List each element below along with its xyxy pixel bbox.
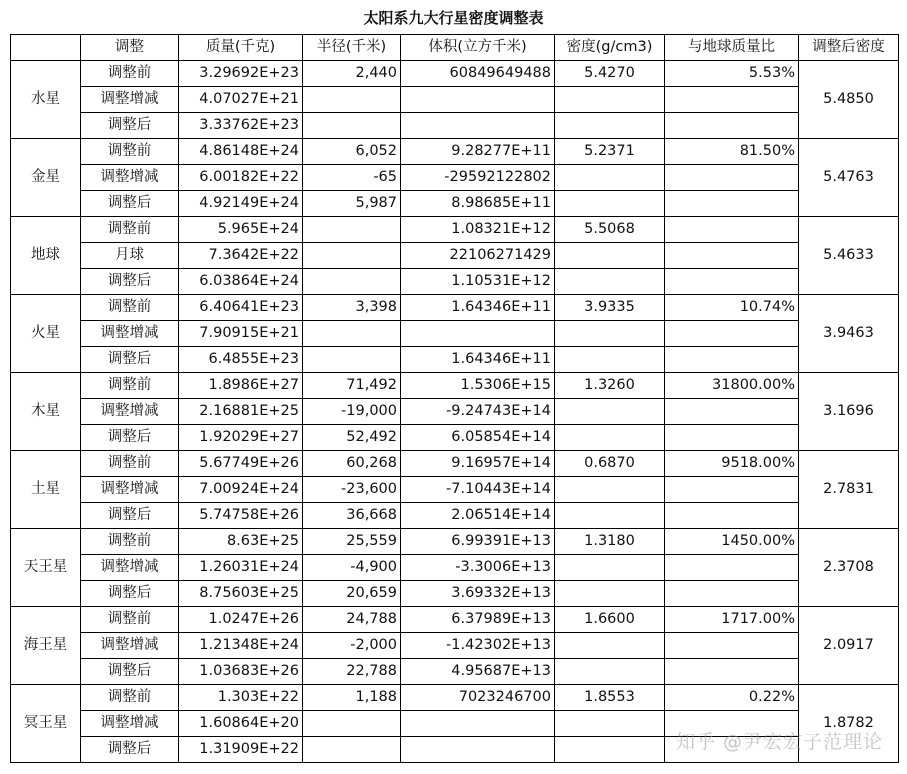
earth-mass-ratio-cell: [665, 581, 799, 607]
adjust-type-cell: 调整后: [81, 659, 179, 685]
radius-cell: [303, 269, 401, 295]
density-cell: [555, 399, 665, 425]
mass-cell: 1.0247E+26: [179, 607, 303, 633]
adjust-type-cell: 调整前: [81, 451, 179, 477]
header-row: [11, 35, 899, 61]
adjust-type-cell: 调整后: [81, 503, 179, 529]
mass-cell: 1.303E+22: [179, 685, 303, 711]
adjust-type-cell: 调整后: [81, 581, 179, 607]
table-row: [11, 607, 899, 633]
mass-cell: 7.90915E+21: [179, 321, 303, 347]
volume-cell: 9.28277E+11: [401, 139, 555, 165]
adjusted-density-cell: 1.8782: [799, 685, 899, 763]
earth-mass-ratio-cell: [665, 503, 799, 529]
planet-name-cell: 海王星: [11, 607, 81, 685]
earth-mass-ratio-cell: [665, 243, 799, 269]
radius-cell: -2,000: [303, 633, 401, 659]
radius-cell: 2,440: [303, 61, 401, 87]
density-cell: 1.6600: [555, 607, 665, 633]
radius-cell: [303, 321, 401, 347]
density-cell: 5.2371: [555, 139, 665, 165]
radius-cell: [303, 113, 401, 139]
volume-cell: 3.69332E+13: [401, 581, 555, 607]
adjusted-density-cell: 3.9463: [799, 295, 899, 373]
table-row: [11, 269, 899, 295]
adjusted-density-cell: 2.3708: [799, 529, 899, 607]
earth-mass-ratio-cell: [665, 269, 799, 295]
table-row: [11, 191, 899, 217]
adjusted-density-cell: 3.1696: [799, 373, 899, 451]
table-row: [11, 685, 899, 711]
density-cell: [555, 87, 665, 113]
header-cell: [11, 35, 81, 61]
density-cell: 1.8553: [555, 685, 665, 711]
volume-cell: 22106271429: [401, 243, 555, 269]
radius-cell: 3,398: [303, 295, 401, 321]
adjusted-density-cell: 5.4763: [799, 139, 899, 217]
volume-cell: 6.99391E+13: [401, 529, 555, 555]
earth-mass-ratio-cell: 81.50%: [665, 139, 799, 165]
radius-cell: [303, 217, 401, 243]
table-row: [11, 529, 899, 555]
table-row: [11, 477, 899, 503]
adjust-type-cell: 调整前: [81, 61, 179, 87]
adjust-type-cell: 调整后: [81, 113, 179, 139]
volume-cell: 2.06514E+14: [401, 503, 555, 529]
mass-cell: 4.86148E+24: [179, 139, 303, 165]
earth-mass-ratio-cell: [665, 477, 799, 503]
earth-mass-ratio-cell: 31800.00%: [665, 373, 799, 399]
volume-cell: 7023246700: [401, 685, 555, 711]
adjusted-density-cell: 5.4633: [799, 217, 899, 295]
adjust-type-cell: 调整增减: [81, 399, 179, 425]
volume-cell: -29592122802: [401, 165, 555, 191]
table-row: [11, 139, 899, 165]
header-cell: 半径(千米): [303, 35, 401, 61]
radius-cell: [303, 737, 401, 763]
volume-cell: -7.10443E+14: [401, 477, 555, 503]
density-cell: [555, 191, 665, 217]
table-row: [11, 555, 899, 581]
earth-mass-ratio-cell: 9518.00%: [665, 451, 799, 477]
table-row: [11, 165, 899, 191]
table-row: [11, 399, 899, 425]
earth-mass-ratio-cell: [665, 659, 799, 685]
earth-mass-ratio-cell: 1450.00%: [665, 529, 799, 555]
adjust-type-cell: 调整前: [81, 607, 179, 633]
earth-mass-ratio-cell: [665, 87, 799, 113]
header-cell: 质量(千克): [179, 35, 303, 61]
adjust-type-cell: 调整前: [81, 295, 179, 321]
planet-name-cell: 土星: [11, 451, 81, 529]
volume-cell: [401, 321, 555, 347]
earth-mass-ratio-cell: [665, 113, 799, 139]
volume-cell: 1.5306E+15: [401, 373, 555, 399]
mass-cell: 7.3642E+22: [179, 243, 303, 269]
radius-cell: 60,268: [303, 451, 401, 477]
density-cell: [555, 711, 665, 737]
planet-name-cell: 地球: [11, 217, 81, 295]
mass-cell: 6.00182E+22: [179, 165, 303, 191]
volume-cell: -3.3006E+13: [401, 555, 555, 581]
mass-cell: 1.92029E+27: [179, 425, 303, 451]
density-cell: [555, 321, 665, 347]
density-cell: [555, 737, 665, 763]
table-row: [11, 425, 899, 451]
adjust-type-cell: 调整增减: [81, 711, 179, 737]
radius-cell: 25,559: [303, 529, 401, 555]
planet-name-cell: 火星: [11, 295, 81, 373]
volume-cell: 60849649488: [401, 61, 555, 87]
adjusted-density-cell: 2.0917: [799, 607, 899, 685]
header-cell: 调整: [81, 35, 179, 61]
volume-cell: 1.10531E+12: [401, 269, 555, 295]
mass-cell: 1.60864E+20: [179, 711, 303, 737]
mass-cell: 2.16881E+25: [179, 399, 303, 425]
density-cell: 5.5068: [555, 217, 665, 243]
watermark: 知乎 @尹宏宏子范理论: [675, 731, 883, 753]
table-row: [11, 633, 899, 659]
mass-cell: 8.63E+25: [179, 529, 303, 555]
earth-mass-ratio-cell: [665, 347, 799, 373]
planet-name-cell: 金星: [11, 139, 81, 217]
adjust-type-cell: 调整后: [81, 737, 179, 763]
mass-cell: 5.67749E+26: [179, 451, 303, 477]
planet-name-cell: 冥王星: [11, 685, 81, 763]
radius-cell: 36,668: [303, 503, 401, 529]
table-row: [11, 581, 899, 607]
adjust-type-cell: 调整前: [81, 139, 179, 165]
table-row: [11, 87, 899, 113]
volume-cell: 1.64346E+11: [401, 347, 555, 373]
adjust-type-cell: 调整前: [81, 529, 179, 555]
mass-cell: 8.75603E+25: [179, 581, 303, 607]
table-row: [11, 451, 899, 477]
density-cell: [555, 633, 665, 659]
radius-cell: 6,052: [303, 139, 401, 165]
mass-cell: 1.31909E+22: [179, 737, 303, 763]
planet-density-table: [10, 34, 899, 763]
earth-mass-ratio-cell: [665, 165, 799, 191]
earth-mass-ratio-cell: 0.22%: [665, 685, 799, 711]
mass-cell: 3.33762E+23: [179, 113, 303, 139]
earth-mass-ratio-cell: [665, 191, 799, 217]
volume-cell: 6.37989E+13: [401, 607, 555, 633]
table-row: [11, 243, 899, 269]
density-cell: [555, 503, 665, 529]
radius-cell: 1,188: [303, 685, 401, 711]
mass-cell: 6.40641E+23: [179, 295, 303, 321]
volume-cell: [401, 711, 555, 737]
volume-cell: [401, 87, 555, 113]
earth-mass-ratio-cell: [665, 217, 799, 243]
mass-cell: 1.03683E+26: [179, 659, 303, 685]
table-row: [11, 61, 899, 87]
volume-cell: 1.64346E+11: [401, 295, 555, 321]
adjust-type-cell: 调整增减: [81, 165, 179, 191]
volume-cell: -1.42302E+13: [401, 633, 555, 659]
table-row: [11, 295, 899, 321]
density-cell: [555, 477, 665, 503]
density-cell: [555, 269, 665, 295]
density-cell: [555, 659, 665, 685]
earth-mass-ratio-cell: [665, 633, 799, 659]
adjust-type-cell: 调整后: [81, 191, 179, 217]
adjust-type-cell: 调整后: [81, 347, 179, 373]
table-row: [11, 503, 899, 529]
radius-cell: 5,987: [303, 191, 401, 217]
adjust-type-cell: 调整增减: [81, 555, 179, 581]
density-cell: [555, 425, 665, 451]
earth-mass-ratio-cell: 5.53%: [665, 61, 799, 87]
volume-cell: 4.95687E+13: [401, 659, 555, 685]
table-row: [11, 373, 899, 399]
table-body: [11, 61, 899, 763]
adjusted-density-cell: 2.7831: [799, 451, 899, 529]
radius-cell: -19,000: [303, 399, 401, 425]
radius-cell: -4,900: [303, 555, 401, 581]
table-row: [11, 659, 899, 685]
density-cell: [555, 165, 665, 191]
earth-mass-ratio-cell: [665, 321, 799, 347]
adjust-type-cell: 调整后: [81, 269, 179, 295]
density-cell: [555, 555, 665, 581]
adjusted-density-cell: 5.4850: [799, 61, 899, 139]
radius-cell: 71,492: [303, 373, 401, 399]
density-cell: 0.6870: [555, 451, 665, 477]
adjust-type-cell: 调整前: [81, 685, 179, 711]
adjust-type-cell: 调整增减: [81, 87, 179, 113]
mass-cell: 5.74758E+26: [179, 503, 303, 529]
table-title: 太阳系九大行星密度调整表: [363, 9, 544, 27]
mass-cell: 1.8986E+27: [179, 373, 303, 399]
radius-cell: 22,788: [303, 659, 401, 685]
volume-cell: 1.08321E+12: [401, 217, 555, 243]
radius-cell: 24,788: [303, 607, 401, 633]
table-row: [11, 217, 899, 243]
header-cell: 体积(立方千米): [401, 35, 555, 61]
mass-cell: 6.03864E+24: [179, 269, 303, 295]
volume-cell: 8.98685E+11: [401, 191, 555, 217]
mass-cell: 5.965E+24: [179, 217, 303, 243]
mass-cell: 1.26031E+24: [179, 555, 303, 581]
earth-mass-ratio-cell: 10.74%: [665, 295, 799, 321]
density-cell: [555, 581, 665, 607]
header-cell: 密度(g/cm3): [555, 35, 665, 61]
adjust-type-cell: 调整增减: [81, 477, 179, 503]
table-row: [11, 347, 899, 373]
planet-name-cell: 水星: [11, 61, 81, 139]
mass-cell: 7.00924E+24: [179, 477, 303, 503]
radius-cell: -23,600: [303, 477, 401, 503]
density-cell: 1.3180: [555, 529, 665, 555]
density-cell: [555, 243, 665, 269]
radius-cell: [303, 243, 401, 269]
volume-cell: [401, 737, 555, 763]
density-cell: 1.3260: [555, 373, 665, 399]
radius-cell: -65: [303, 165, 401, 191]
volume-cell: -9.24743E+14: [401, 399, 555, 425]
adjust-type-cell: 调整增减: [81, 633, 179, 659]
mass-cell: 6.4855E+23: [179, 347, 303, 373]
planet-name-cell: 天王星: [11, 529, 81, 607]
mass-cell: 1.21348E+24: [179, 633, 303, 659]
radius-cell: 20,659: [303, 581, 401, 607]
earth-mass-ratio-cell: [665, 555, 799, 581]
radius-cell: [303, 87, 401, 113]
adjust-type-cell: 调整增减: [81, 321, 179, 347]
density-cell: 5.4270: [555, 61, 665, 87]
volume-cell: 9.16957E+14: [401, 451, 555, 477]
adjust-type-cell: 调整前: [81, 373, 179, 399]
header-cell: 调整后密度: [799, 35, 899, 61]
planet-name-cell: 木星: [11, 373, 81, 451]
volume-cell: [401, 113, 555, 139]
table-row: [11, 321, 899, 347]
mass-cell: 4.92149E+24: [179, 191, 303, 217]
density-cell: [555, 113, 665, 139]
adjust-type-cell: 调整后: [81, 425, 179, 451]
earth-mass-ratio-cell: [665, 399, 799, 425]
volume-cell: 6.05854E+14: [401, 425, 555, 451]
earth-mass-ratio-cell: [665, 425, 799, 451]
mass-cell: 4.07027E+21: [179, 87, 303, 113]
mass-cell: 3.29692E+23: [179, 61, 303, 87]
density-cell: [555, 347, 665, 373]
header-cell: 与地球质量比: [665, 35, 799, 61]
radius-cell: [303, 347, 401, 373]
adjust-type-cell: 调整前: [81, 217, 179, 243]
adjust-type-cell: 月球: [81, 243, 179, 269]
radius-cell: 52,492: [303, 425, 401, 451]
earth-mass-ratio-cell: 1717.00%: [665, 607, 799, 633]
density-cell: 3.9335: [555, 295, 665, 321]
radius-cell: [303, 711, 401, 737]
table-row: [11, 113, 899, 139]
